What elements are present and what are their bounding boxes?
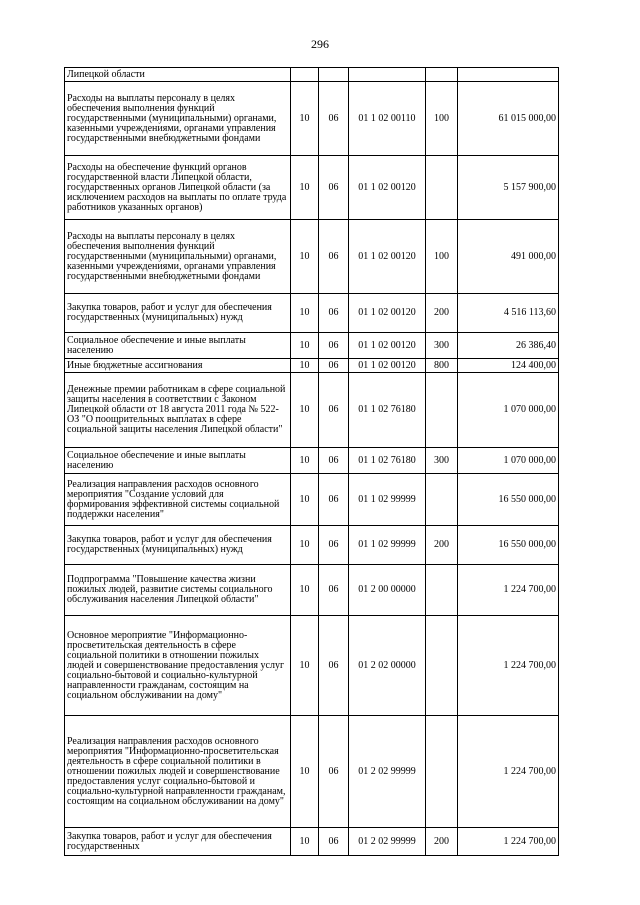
target-article-code: 01 1 02 00110 bbox=[349, 82, 426, 156]
expense-type-code: 100 bbox=[426, 82, 458, 156]
section-code: 10 bbox=[291, 220, 319, 294]
target-article-code: 01 1 02 00120 bbox=[349, 156, 426, 220]
section-code: 10 bbox=[291, 526, 319, 565]
target-article-code: 01 1 02 99999 bbox=[349, 526, 426, 565]
table-row bbox=[65, 156, 559, 220]
table-row bbox=[65, 220, 559, 294]
expense-name: Подпрограмма "Повышение качества жизни пожилых людей, развитие системы социального обслуживания населения Липецкой области" bbox=[65, 565, 291, 616]
expense-type-code bbox=[426, 716, 458, 828]
amount: 491 000,00 bbox=[458, 220, 559, 294]
amount: 1 070 000,00 bbox=[458, 448, 559, 474]
expense-name: Закупка товаров, работ и услуг для обеспечения государственных bbox=[65, 828, 291, 856]
expense-type-code bbox=[426, 68, 458, 82]
amount: 5 157 900,00 bbox=[458, 156, 559, 220]
section-code: 10 bbox=[291, 828, 319, 856]
amount: 1 070 000,00 bbox=[458, 373, 559, 448]
subsection-code: 06 bbox=[319, 565, 349, 616]
section-code: 10 bbox=[291, 156, 319, 220]
target-article-code: 01 1 02 00120 bbox=[349, 294, 426, 333]
expense-name: Реализация направления расходов основного мероприятия "Информационно-просветительская деятельность в сфере социальной политики в отношении пожилых людей и совершенствование предоставления услуг социально-бытовой и социально-культурной направленности гражданам, состоящим на социальном обслуживании на дому" bbox=[65, 716, 291, 828]
expense-type-code: 300 bbox=[426, 333, 458, 359]
section-code: 10 bbox=[291, 294, 319, 333]
table-row bbox=[65, 359, 559, 373]
subsection-code: 06 bbox=[319, 220, 349, 294]
section-code bbox=[291, 68, 319, 82]
amount: 124 400,00 bbox=[458, 359, 559, 373]
expense-name: Денежные премии работникам в сфере социальной защиты населения в соответствии с Законом Липецкой области от 18 августа 2011 года № 522-ОЗ "О поощрительных выплатах в сфере социальной защиты населения Липецкой области" bbox=[65, 373, 291, 448]
section-code: 10 bbox=[291, 616, 319, 716]
expense-type-code: 800 bbox=[426, 359, 458, 373]
subsection-code: 06 bbox=[319, 359, 349, 373]
table-row bbox=[65, 294, 559, 333]
subsection-code: 06 bbox=[319, 333, 349, 359]
section-code: 10 bbox=[291, 448, 319, 474]
subsection-code: 06 bbox=[319, 716, 349, 828]
expense-type-code bbox=[426, 474, 458, 526]
expense-name: Расходы на обеспечение функций органов государственной власти Липецкой области, государственных органов Липецкой области (за исключением расходов на выплаты по оплате труда работников указанных органов) bbox=[65, 156, 291, 220]
amount: 61 015 000,00 bbox=[458, 82, 559, 156]
expense-name: Реализация направления расходов основного мероприятия "Создание условий для формирования эффективной системы социальной поддержки населения" bbox=[65, 474, 291, 526]
expense-name: Липецкой области bbox=[65, 68, 291, 82]
target-article-code: 01 2 02 00000 bbox=[349, 616, 426, 716]
table-row bbox=[65, 526, 559, 565]
target-article-code: 01 1 02 00120 bbox=[349, 333, 426, 359]
subsection-code: 06 bbox=[319, 82, 349, 156]
subsection-code bbox=[319, 68, 349, 82]
expense-name: Расходы на выплаты персоналу в целях обеспечения выполнения функций государственными (муниципальными) органами, казенными учреждениями, органами управления государственными внебюджетными фондами bbox=[65, 82, 291, 156]
section-code: 10 bbox=[291, 474, 319, 526]
target-article-code: 01 1 02 76180 bbox=[349, 448, 426, 474]
subsection-code: 06 bbox=[319, 828, 349, 856]
section-code: 10 bbox=[291, 359, 319, 373]
target-article-code: 01 1 02 76180 bbox=[349, 373, 426, 448]
table-row bbox=[65, 474, 559, 526]
subsection-code: 06 bbox=[319, 474, 349, 526]
table-row bbox=[65, 82, 559, 156]
expense-name: Социальное обеспечение и иные выплаты населению bbox=[65, 448, 291, 474]
table-row bbox=[65, 68, 559, 82]
target-article-code: 01 2 00 00000 bbox=[349, 565, 426, 616]
amount: 1 224 700,00 bbox=[458, 716, 559, 828]
table-row bbox=[65, 828, 559, 856]
table-row bbox=[65, 373, 559, 448]
expense-name: Закупка товаров, работ и услуг для обеспечения государственных (муниципальных) нужд bbox=[65, 526, 291, 565]
target-article-code: 01 1 02 99999 bbox=[349, 474, 426, 526]
expense-type-code bbox=[426, 156, 458, 220]
target-article-code bbox=[349, 68, 426, 82]
section-code: 10 bbox=[291, 565, 319, 616]
expense-type-code bbox=[426, 616, 458, 716]
expense-name: Иные бюджетные ассигнования bbox=[65, 359, 291, 373]
target-article-code: 01 2 02 99999 bbox=[349, 828, 426, 856]
amount bbox=[458, 68, 559, 82]
subsection-code: 06 bbox=[319, 526, 349, 565]
expense-type-code: 200 bbox=[426, 526, 458, 565]
section-code: 10 bbox=[291, 82, 319, 156]
amount: 1 224 700,00 bbox=[458, 828, 559, 856]
expense-name: Социальное обеспечение и иные выплаты населению bbox=[65, 333, 291, 359]
amount: 16 550 000,00 bbox=[458, 526, 559, 565]
subsection-code: 06 bbox=[319, 616, 349, 716]
target-article-code: 01 1 02 00120 bbox=[349, 220, 426, 294]
table-row bbox=[65, 716, 559, 828]
table-row bbox=[65, 565, 559, 616]
table-row bbox=[65, 448, 559, 474]
table-row bbox=[65, 616, 559, 716]
expense-type-code bbox=[426, 373, 458, 448]
amount: 1 224 700,00 bbox=[458, 565, 559, 616]
target-article-code: 01 2 02 99999 bbox=[349, 716, 426, 828]
expense-name: Основное мероприятие "Информационно-просветительская деятельность в сфере социальной политики в отношении пожилых людей и совершенствование предоставления услуг социально-бытовой и социально-культурной направленности гражданам, состоящим на социальном обслуживании на дому" bbox=[65, 616, 291, 716]
expense-type-code: 200 bbox=[426, 828, 458, 856]
amount: 26 386,40 bbox=[458, 333, 559, 359]
expense-type-code: 300 bbox=[426, 448, 458, 474]
subsection-code: 06 bbox=[319, 448, 349, 474]
budget-table bbox=[64, 67, 559, 856]
section-code: 10 bbox=[291, 373, 319, 448]
section-code: 10 bbox=[291, 716, 319, 828]
subsection-code: 06 bbox=[319, 373, 349, 448]
target-article-code: 01 1 02 00120 bbox=[349, 359, 426, 373]
expense-type-code bbox=[426, 565, 458, 616]
amount: 1 224 700,00 bbox=[458, 616, 559, 716]
expense-type-code: 200 bbox=[426, 294, 458, 333]
section-code: 10 bbox=[291, 333, 319, 359]
expense-name: Расходы на выплаты персоналу в целях обеспечения выполнения функций государственными (муниципальными) органами, казенными учреждениями, органами управления государственными внебюджетными фондами bbox=[65, 220, 291, 294]
table-row bbox=[65, 333, 559, 359]
amount: 16 550 000,00 bbox=[458, 474, 559, 526]
subsection-code: 06 bbox=[319, 294, 349, 333]
expense-name: Закупка товаров, работ и услуг для обеспечения государственных (муниципальных) нужд bbox=[65, 294, 291, 333]
subsection-code: 06 bbox=[319, 156, 349, 220]
page-number: 296 bbox=[311, 37, 329, 51]
amount: 4 516 113,60 bbox=[458, 294, 559, 333]
expense-type-code: 100 bbox=[426, 220, 458, 294]
